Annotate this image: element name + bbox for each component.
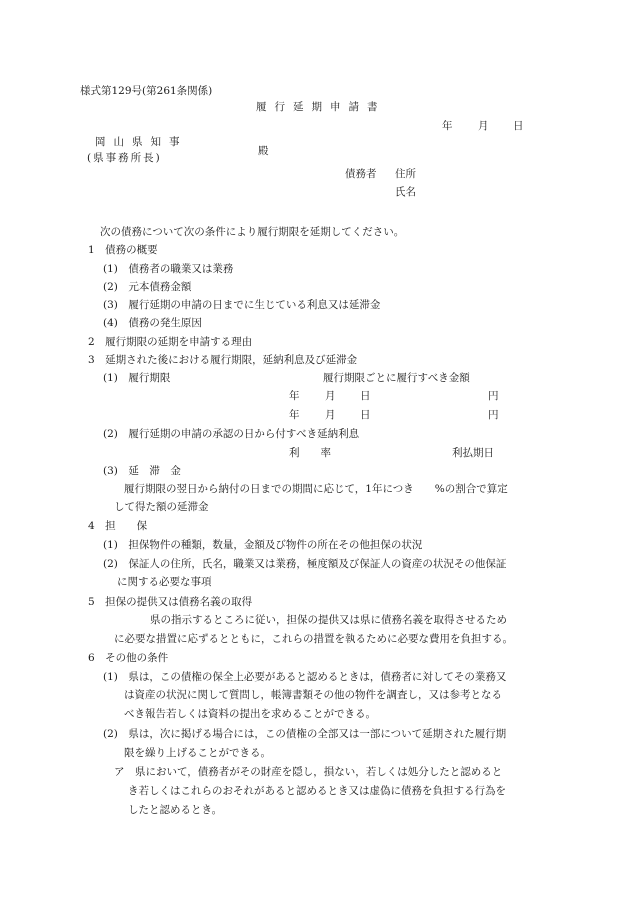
section-4-item-1: (1) 担保物件の種類，数量，金額及び物件の所在その他担保の状況 [103,539,423,551]
recipient-office: (県事務所長) [87,152,162,164]
section-1-heading: 1 債務の概要 [88,244,158,256]
section-4-item-2-line-2: に関する必要な事項 [117,576,212,588]
installment-amount-label: 履行期限ごとに履行すべき金額 [323,372,470,384]
section-3-item-1: (1) 履行期限 [103,372,171,384]
section-6-item-1-line-1: (1) 県は，この債権の保全上必要があると認めるときは，債務者に対してその業務又 [103,671,507,683]
debtor-label: 債務者 [345,168,377,180]
recipient-title: 岡山県知事 [95,136,188,148]
section-3-item-2: (2) 履行延期の申請の承認の日から付すべき延納利息 [103,428,360,440]
honorific: 殿 [258,145,269,157]
section-1-item-1: (1) 債務者の職業又は業務 [103,263,234,275]
late-charge-line-1: 履行期限の翌日から納付の日までの期間に応じて，1年につき %の割合で算定 [124,483,508,495]
name-label: 氏名 [395,186,416,198]
row2-day: 日 [360,409,371,421]
section-3-item-3: (3) 延 滞 金 [103,465,181,477]
row2-year: 年 [289,409,300,421]
section-5-line-1: 県の指示するところに従い，担保の提供又は県に債務名義を取得させるため [150,614,507,626]
section-4-heading: 4 担 保 [88,520,148,532]
section-6-heading: 6 その他の条件 [88,652,169,664]
section-4-item-2-line-1: (2) 保証人の住所，氏名，職業又は業務，極度額及び保証人の資産の状況その他保証 [103,558,507,570]
date-year-label: 年 [442,120,453,132]
section-3-heading: 3 延期された後における履行期限，延納利息及び延滞金 [88,354,358,366]
row2-month: 月 [325,409,336,421]
interest-rate-label: 利 率 [289,447,331,459]
date-month-label: 月 [478,120,489,132]
section-6-item-2-line-2: 限を繰り上げることができる。 [124,747,271,759]
section-5-heading: 5 担保の提供又は債務名義の取得 [88,596,253,608]
interest-pay-date-label: 利払期日 [452,447,494,459]
date-day-label: 日 [513,120,524,132]
document-title: 履行延期申請書 [256,101,386,113]
row1-yen: 円 [488,390,499,402]
row2-yen: 円 [488,409,499,421]
late-charge-line-2: して得た額の延滞金 [114,501,209,513]
section-2-heading: 2 履行期限の延期を申請する理由 [88,336,253,348]
row1-day: 日 [360,390,371,402]
section-5-line-2: に必要な措置に応ずるとともに，これらの措置を執るために必要な費用を負担する。 [114,633,513,645]
section-6-subitem-a-line-3: したと認めるとき。 [128,804,223,816]
form-number: 様式第129号(第261条関係) [80,85,213,97]
intro-text: 次の債務について次の条件により履行期限を延期してください。 [100,226,405,238]
section-6-subitem-a-line-1: ア 県において，債務者がその財産を隠し，損ない，若しくは処分したと認めると [114,766,503,778]
section-6-item-2-line-1: (2) 県は，次に掲げる場合には，この債権の全部又は一部について延期された履行期 [103,728,507,740]
section-1-item-4: (4) 債務の発生原因 [103,317,202,329]
section-1-item-2: (2) 元本債務金額 [103,281,192,293]
row1-month: 月 [325,390,336,402]
section-1-item-3: (3) 履行延期の申請の日までに生じている利息又は延滞金 [103,299,381,311]
row1-year: 年 [289,390,300,402]
section-6-subitem-a-line-2: き若しくはこれらのおそれがあると認めるとき又は虚偽に債務を負担する行為を [128,785,506,797]
section-6-item-1-line-2: は資産の状況に関して質問し，帳簿書類その他の物件を調査し，又は参考となる [124,689,502,701]
address-label: 住所 [395,168,416,180]
section-6-item-1-line-3: べき報告若しくは資料の提出を求めることができる。 [124,708,376,720]
